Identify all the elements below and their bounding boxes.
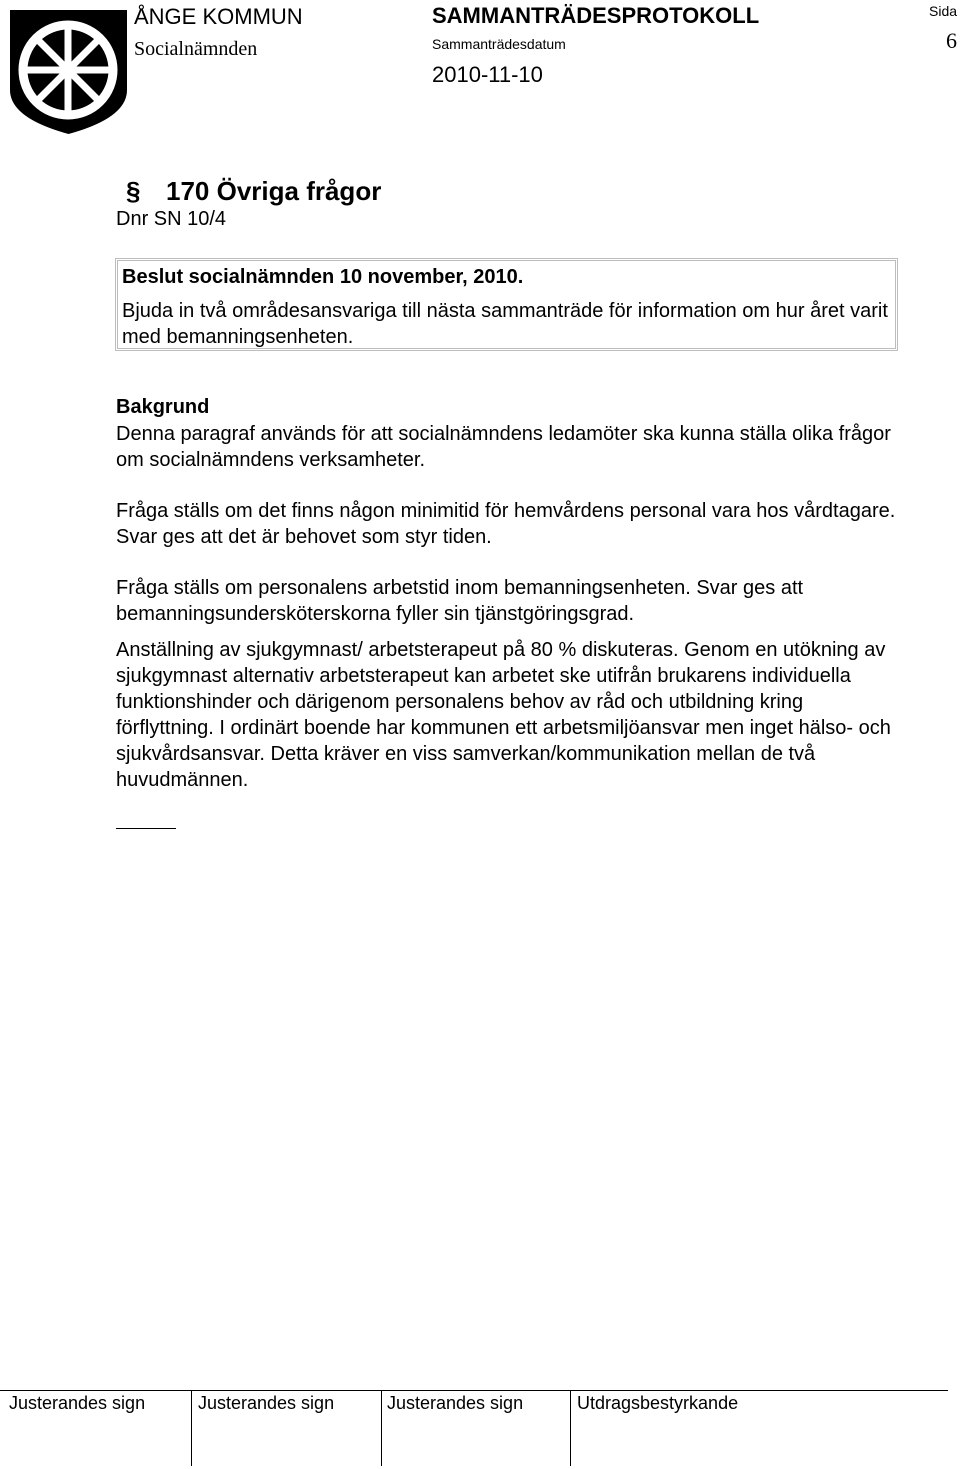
footer-rule — [0, 1390, 948, 1391]
footer-divider — [191, 1390, 192, 1466]
background-paragraph: Anställning av sjukgymnast/ arbetsterapeut på 80 % diskuteras. Genom en utökning av sjukgymnast alternativ arbetsterapeut kan arbetet ske utifrån brukarens individuella funktionshinder och därigenom personalens behov av råd och utbildning kring förflyttning. I ordinärt boende har kommunen ett arbetsmiljöansvar men inget hälso- och sjukvårdsansvar. Detta kräver en viss samverkan/kommunikation mellan de två huvudmännen. — [116, 639, 891, 791]
background-paragraph: Denna paragraf används för att socialnämndens ledamöter ska kunna ställa olika frågor om socialnämndens verksamheter. — [116, 423, 891, 471]
decision-text: Bjuda in två områdesansvariga till nästa sammanträde för information om hur året varit med bemanningsenheten. — [122, 300, 888, 348]
page-number: 6 — [946, 28, 957, 53]
municipality-name: ÅNGE KOMMUN — [134, 4, 303, 29]
decision-title: Beslut socialnämnden 10 november, 2010. — [122, 266, 524, 288]
signature-field-label: Justerandes sign — [387, 1393, 524, 1413]
document-title: SAMMANTRÄDESPROTOKOLL — [432, 3, 760, 28]
background-paragraph: Fråga ställs om personalens arbetstid inom bemanningsenheten. Svar ges att bemanningsundersköterskorna fyller sin tjänstgöringsgrad. — [116, 577, 804, 625]
case-number: Dnr SN 10/4 — [116, 208, 227, 230]
footer-divider — [570, 1390, 571, 1466]
signature-field-label: Justerandes sign — [9, 1393, 146, 1413]
footer-divider — [381, 1390, 382, 1466]
certification-field-label: Utdragsbestyrkande — [577, 1393, 739, 1413]
section-title: 170 Övriga frågor — [166, 176, 382, 206]
end-rule — [116, 828, 176, 829]
section-sign: § — [126, 176, 141, 206]
municipality-crest-logo — [6, 6, 131, 138]
page-label: Sida — [929, 3, 958, 19]
signature-field-label: Justerandes sign — [198, 1393, 335, 1413]
committee-name: Socialnämnden — [134, 38, 258, 60]
background-heading: Bakgrund — [116, 396, 210, 418]
meeting-date-label: Sammanträdesdatum — [432, 36, 566, 52]
background-paragraph: Fråga ställs om det finns någon minimitid för hemvårdens personal vara hos vårdtagare. Svar ges att det är behovet som styr tiden. — [116, 500, 896, 548]
meeting-date-value: 2010-11-10 — [432, 62, 543, 87]
